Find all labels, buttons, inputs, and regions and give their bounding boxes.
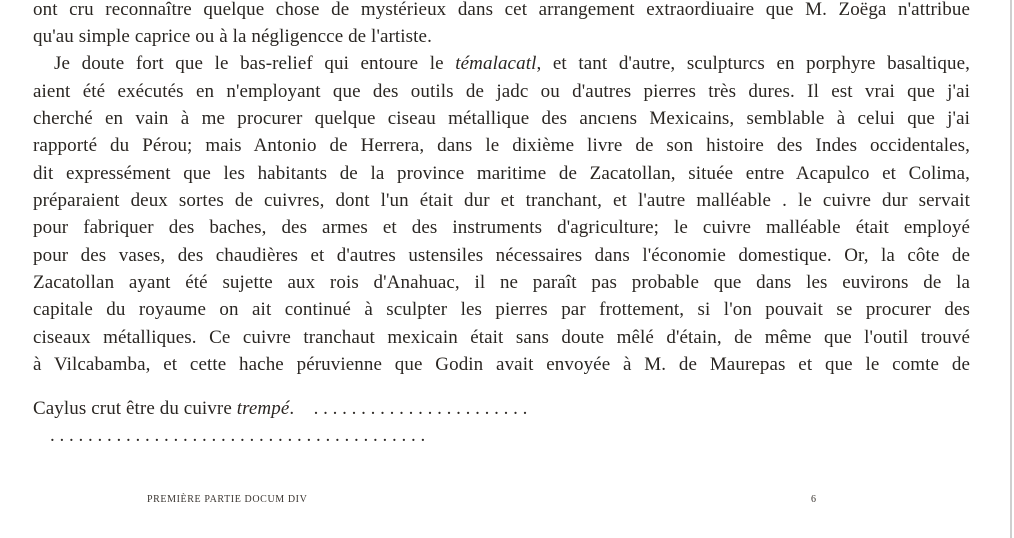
- text-line-last: Caylus crut être du cuivre trempé. . . . . . . . . . . . . . . . . . . . . . . .: [33, 398, 528, 419]
- leader-dots-line: . . . . . . . . . . . . . . . . . . . . . . . . . . . . . . . . . . . . . . . .: [50, 425, 426, 446]
- leader-dots: . . . . . . . . . . . . . . . . . . . . . . .: [313, 398, 528, 419]
- page-marker: 6: [811, 494, 816, 505]
- text-line: Zacatollan ayant été sujette aux rois d'Anahuac, il ne paraît pas probable que dans les euvirons de la: [33, 272, 970, 293]
- text-line: capitale du royaume on ait continué à sculpter les pierres par frottement, si l'on pouvait se procurer des: [33, 299, 970, 320]
- text-line: à Vilcabamba, et cette hache péruvienne que Godin avait envoyée à M. de Maurepas et que le comte de: [33, 354, 970, 375]
- text-line: aient été exécutés en n'employant que des outils de jadc ou d'autres pierres très dures. Il est vrai que j'ai: [33, 81, 970, 102]
- text-line: préparaient deux sortes de cuivres, dont l'un était dur et tranchant, et l'autre malléable . le cuivre dur servait: [33, 190, 970, 211]
- text-line: qu'au simple caprice ou à la négligencce de l'artiste.: [33, 26, 432, 47]
- signature-mark: PREMIÈRE PARTIE DOCUM DIV: [147, 494, 308, 505]
- text-line: dit expressément que les habitants de la province maritime de Zacatollan, située entre Acapulco et Colima,: [33, 163, 970, 184]
- text-line: Je doute fort que le bas-relief qui entoure le témalacatl, et tant d'autre, sculpturcs en porphyre basaltique,: [54, 53, 970, 74]
- page-edge-rule: [1010, 0, 1012, 538]
- italic-term: témalacatl: [455, 53, 537, 74]
- italic-term: trempé: [236, 398, 290, 419]
- text-line: ciseaux métalliques. Ce cuivre tranchaut mexicain était sans doute mêlé d'étain, de même que l'outil trouvé: [33, 327, 970, 348]
- text-line: ont cru reconnaître quelque chose de mystérieux dans cet arrangement extraordiuaire que M. Zoëga n'attribue: [33, 0, 970, 20]
- text-line: cherché en vain à me procurer quelque ciseau métallique des ancıens Mexicains, semblable à celui que j'ai: [33, 108, 970, 129]
- text-line: rapporté du Pérou; mais Antonio de Herrera, dans le dixième livre de son histoire des Indes occidentales,: [33, 135, 970, 156]
- text-line: pour des vases, des chaudières et d'autres ustensiles nécessaires dans l'économie domestique. Or, la côte de: [33, 245, 970, 266]
- text-line: pour fabriquer des baches, des armes et des instruments d'agriculture; le cuivre malléable était employé: [33, 217, 970, 238]
